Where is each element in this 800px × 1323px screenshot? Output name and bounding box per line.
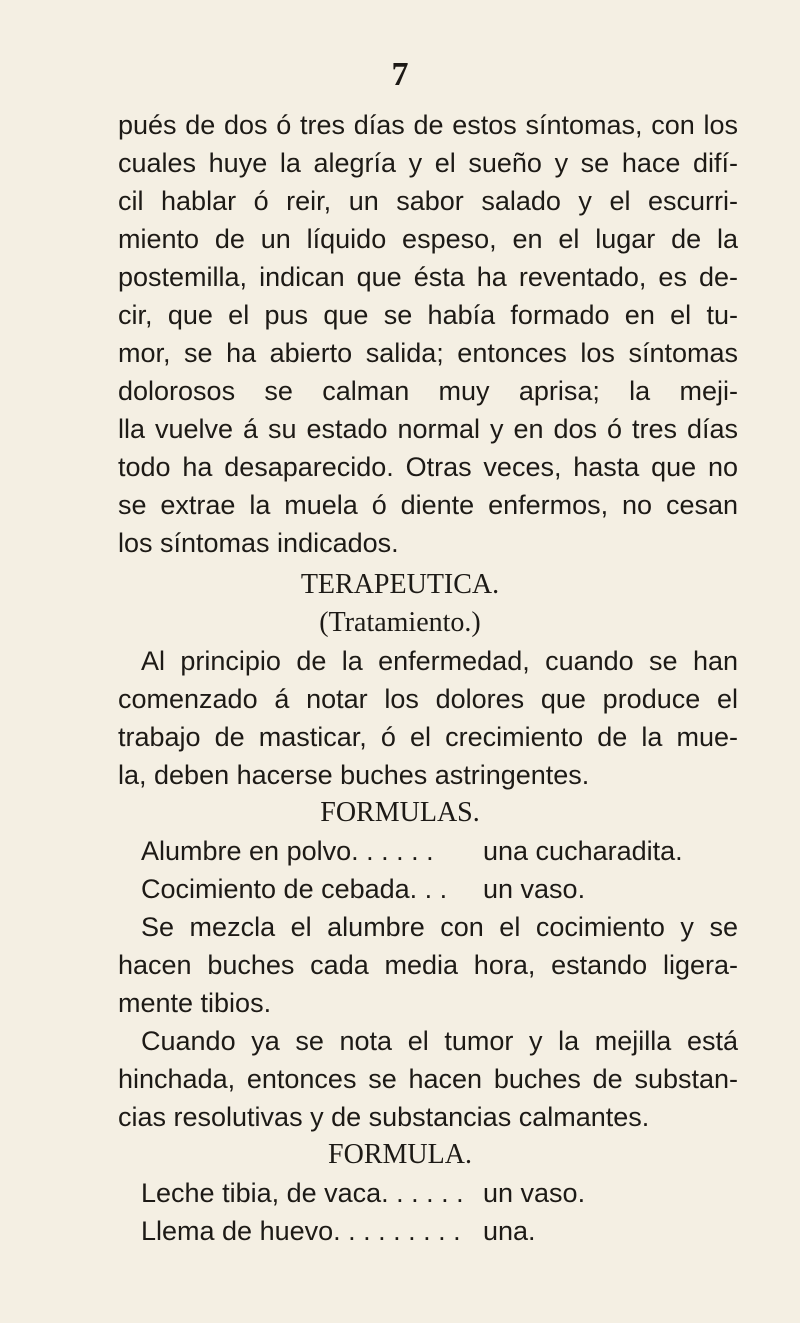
text-line: Al principio de la enfermedad, cuando se han bbox=[141, 646, 738, 676]
text-line: hacen buches cada media hora, estando ligera- bbox=[118, 950, 738, 980]
formula-heading: FORMULA. bbox=[328, 1139, 472, 1170]
formulas-heading: FORMULAS. bbox=[320, 797, 480, 828]
text-line: dolorosos se calman muy aprisa; la meji- bbox=[118, 376, 738, 406]
formula-row bbox=[141, 1212, 738, 1250]
formula-ingredient: Alumbre en polvo. . . . . . bbox=[141, 836, 434, 866]
formula-ingredient: Leche tibia, de vaca. . . . . . bbox=[141, 1178, 464, 1208]
formula-quantity: un vaso. bbox=[483, 1178, 586, 1208]
paragraph-preparation bbox=[118, 908, 738, 1022]
formula-quantity: una. bbox=[483, 1216, 536, 1246]
text-line: la, deben hacerse buches astringentes. bbox=[118, 760, 590, 790]
formula-row bbox=[141, 832, 738, 870]
formula-quantity: una cucharadita. bbox=[483, 836, 683, 866]
text-line: cil hablar ó reir, un sabor salado y el escurri- bbox=[118, 186, 738, 216]
formula-ingredient: Llema de huevo. . . . . . . . . bbox=[141, 1216, 461, 1246]
text-line: Cuando ya se nota el tumor y la mejilla está bbox=[141, 1026, 738, 1056]
text-line: se extrae la muela ó diente enfermos, no cesan bbox=[118, 490, 738, 520]
text-line: cuales huye la alegría y el sueño y se hace difí- bbox=[118, 148, 738, 178]
text-line: mente tibios. bbox=[118, 988, 272, 1018]
text-line: Se mezcla el alumbre con el cocimiento y se bbox=[141, 912, 738, 942]
text-line: comenzado á notar los dolores que produce el bbox=[118, 684, 738, 714]
text-line: hinchada, entonces se hacen buches de substan- bbox=[118, 1064, 738, 1094]
text-line: cias resolutivas y de substancias calmantes. bbox=[118, 1102, 650, 1132]
formula-quantity: un vaso. bbox=[483, 874, 586, 904]
text-line: todo ha desaparecido. Otras veces, hasta que no bbox=[118, 452, 738, 482]
text-line: cir, que el pus que se había formado en el tu- bbox=[118, 300, 738, 330]
formula-row bbox=[141, 1174, 738, 1212]
text-line: postemilla, indican que ésta ha reventado, es de- bbox=[118, 262, 738, 292]
formula-ingredient: Cocimiento de cebada. . . bbox=[141, 874, 448, 904]
text-line: lla vuelve á su estado normal y en dos ó tres días bbox=[118, 414, 738, 444]
section-subheading-tratamiento: (Tratamiento.) bbox=[319, 607, 481, 638]
formula-row bbox=[141, 870, 738, 908]
text-line: los síntomas indicados. bbox=[118, 528, 399, 558]
page-number: 7 bbox=[391, 56, 409, 93]
text-line: pués de dos ó tres días de estos síntomas, con los bbox=[118, 110, 738, 140]
paragraph-symptoms bbox=[118, 106, 738, 562]
section-heading-terapeutica: TERAPEUTICA. bbox=[300, 569, 500, 600]
paragraph-swollen-cheek bbox=[118, 1022, 738, 1136]
text-line: mor, se ha abierto salida; entonces los síntomas bbox=[118, 338, 738, 368]
text-line: trabajo de masticar, ó el crecimiento de la mue- bbox=[118, 722, 738, 752]
text-line: miento de un líquido espeso, en el lugar de la bbox=[118, 224, 738, 254]
paragraph-treatment-intro bbox=[118, 642, 738, 794]
